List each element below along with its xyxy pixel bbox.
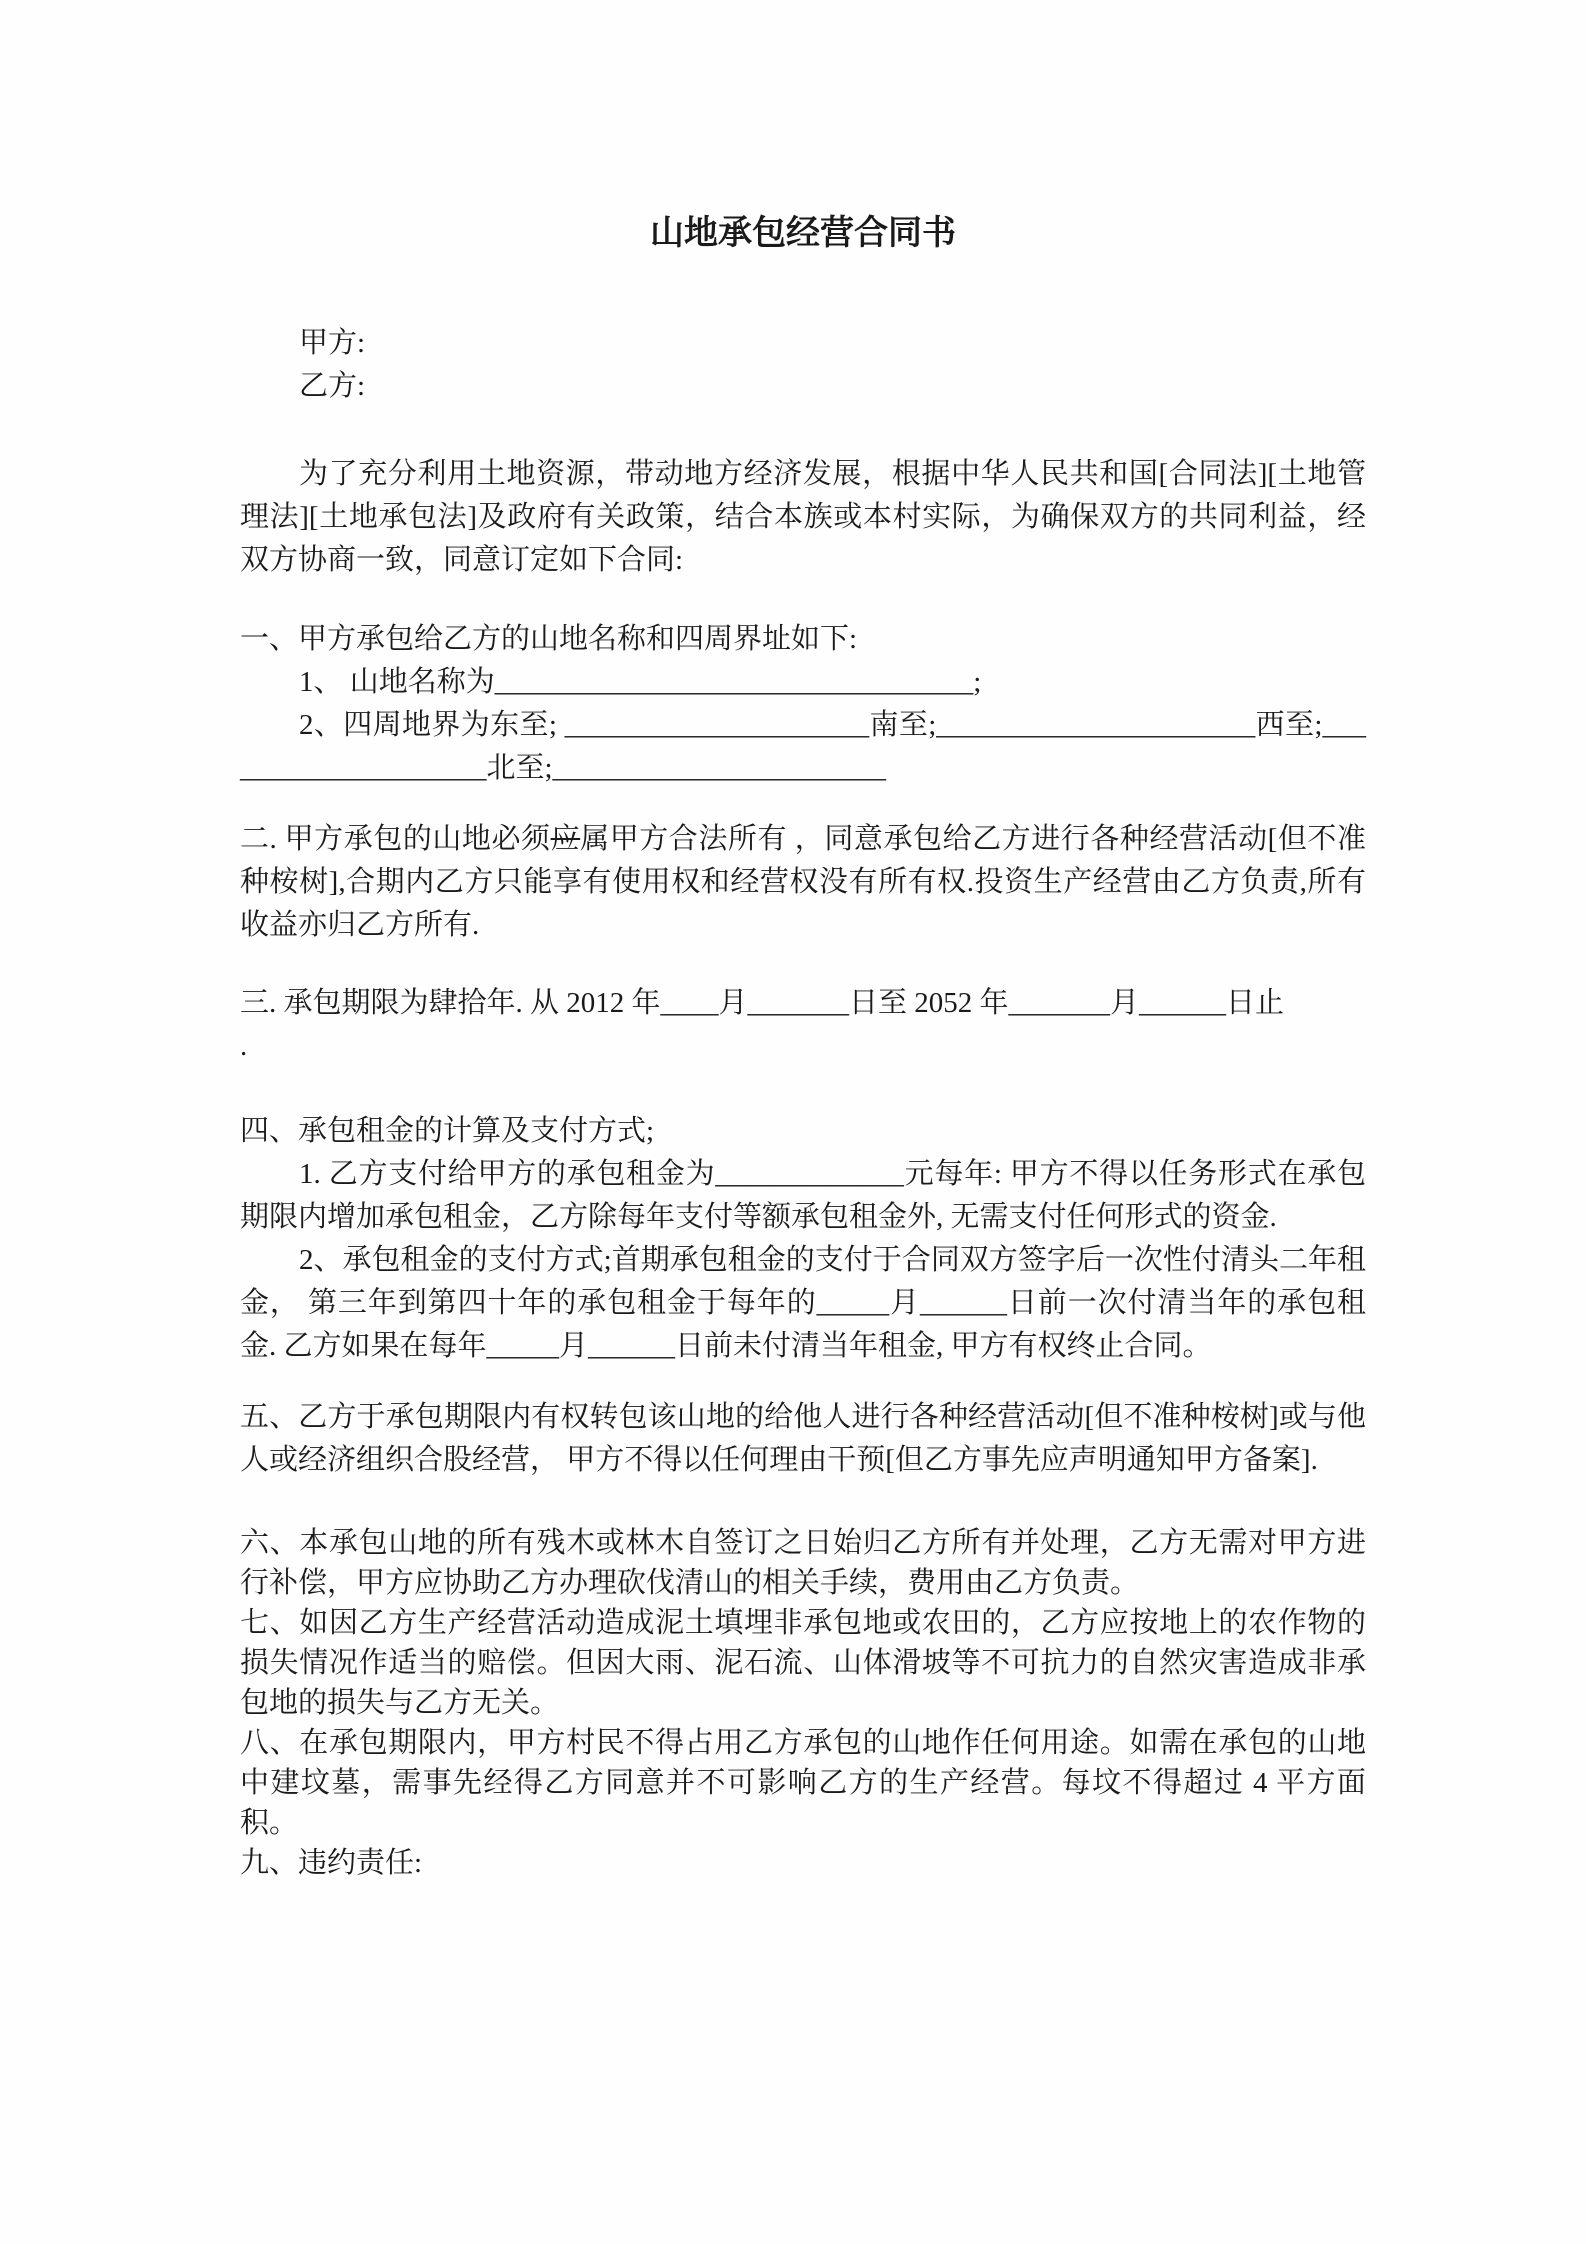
section-7-paragraph: 七、如因乙方生产经营活动造成泥土填埋非承包地或农田的，乙方应按地上的农作物的损失情况作适当的赔偿。但因大雨、泥石流、山体滑坡等不可抗力的自然灾害造成非承包地的损失与乙方无关。: [240, 1607, 1366, 1719]
section-2-struck-text: 应: [550, 823, 581, 855]
contract-document: [240, 210, 1366, 1883]
section-8-paragraph: 八、在承包期限内，甲方村民不得占用乙方承包的山地作任何用途。如需在承包的山地中建坟墓，需事先经得乙方同意并不可影响乙方的生产经营。每坟不得超过 4 平方面积。: [240, 1727, 1366, 1839]
section-9-heading: 九、违约责任:: [240, 1847, 423, 1879]
section-2-text-before: 二. 甲方承包的山地必须: [240, 823, 551, 855]
intro-paragraph: 为了充分利用土地资源，带动地方经济发展，根据中华人民共和国[合同法][土地管理法][土地承包法]及政府有关政策，结合本族或本村实际，为确保双方的共同利益，经双方协商一致，同意订定如下合同:: [240, 458, 1366, 576]
section-1-item-1: 1、 山地名称为_________________________________;: [299, 666, 982, 698]
section-2-text-after: 属甲方合法所有 ，同意承包给乙方进行各种经营活动[但不准种桉树],合期内乙方只能享有使用权和经营权没有所有权.投资生产经营由乙方负责,所有收益亦归乙方所有.: [240, 823, 1366, 941]
party-a-line: 甲方:: [299, 327, 366, 359]
section-4-heading: 四、承包租金的计算及支付方式;: [240, 1115, 655, 1147]
section-4-item-2: 2、承包租金的支付方式;首期承包租金的支付于合同双方签字后一次性付清头二年租金， 第三年到第四十年的承包租金于每年的_____月______日前一次付清当年的承包租金. 乙方如果在每年_____月______日前未付清当年租金, 甲方有权终止合同。: [240, 1244, 1366, 1362]
section-5-paragraph: 五、乙方于承包期限内有权转包该山地的给他人进行各种经营活动[但不准种桉树]或与他人或经济组织合股经营， 甲方不得以任何理由干预[但乙方事先应声明通知甲方备案].: [240, 1401, 1366, 1476]
document-title: 山地承包经营合同书: [650, 215, 956, 252]
party-b-line: 乙方:: [299, 370, 366, 402]
section-6-paragraph: 六、本承包山地的所有残木或林木自签订之日始归乙方所有并处理，乙方无需对甲方进行补偿，甲方应协助乙方办理砍伐清山的相关手续，费用由乙方负责。: [240, 1527, 1366, 1599]
section-1-heading: 一、甲方承包给乙方的山地名称和四周界址如下:: [240, 623, 858, 655]
section-1-item-2: 2、四周地界为东至; _____________________南至;______________________西至;____________________北至;_______________________: [240, 709, 1366, 784]
section-3-paragraph: 三. 承包期限为肆拾年. 从 2012 年____月_______日至 2052 年_______月______日止: [240, 987, 1285, 1019]
section-2-paragraph: [240, 818, 1366, 947]
section-3-trailing-period: .: [240, 1030, 248, 1062]
section-4-item-1: 1. 乙方支付给甲方的承包租金为_____________元每年: 甲方不得以任务形式在承包期限内增加承包租金，乙方除每年支付等额承包租金外, 无需支付任何形式的资金.: [240, 1158, 1366, 1233]
